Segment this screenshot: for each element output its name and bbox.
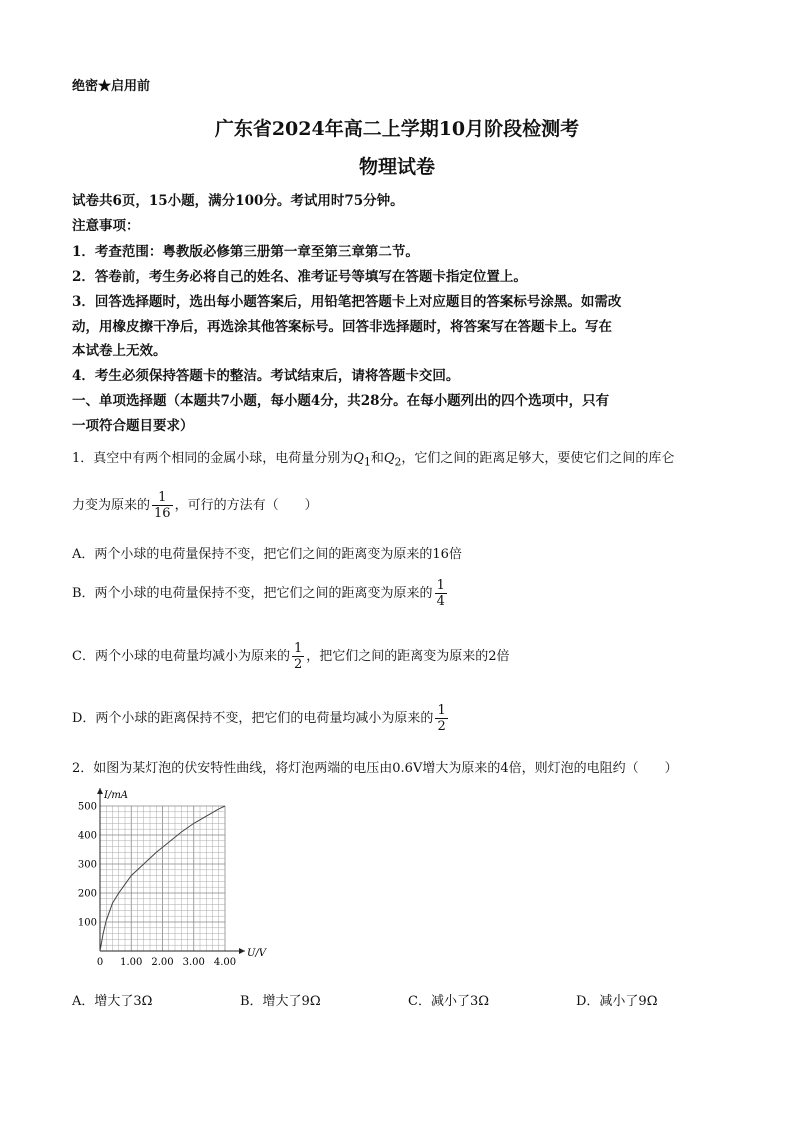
fraction: [435, 703, 447, 734]
fraction: [435, 578, 447, 609]
y-tick-label: 100: [77, 917, 97, 929]
q2-option-b: B．增大了9Ω: [240, 994, 321, 1009]
q2-option-c: C．减小了3Ω: [408, 994, 489, 1009]
option-text: B．两个小球的电荷量保持不变，把它们之间的距离变为原来的: [72, 586, 433, 601]
y-axis-label: I/mA: [104, 790, 129, 801]
q1-stem-part: ，它们之间的距离足够大，要使它们之间的库仑: [401, 451, 675, 466]
q1-subscript: 1: [363, 455, 371, 469]
q1-and: 和: [370, 451, 384, 466]
q2-option-a: A．增大了3Ω: [72, 994, 153, 1009]
x-tick-label: 0: [96, 957, 104, 968]
q1-stem-part: 力变为原来的: [72, 498, 151, 513]
exam-subtitle: 物理试卷: [358, 156, 435, 178]
q1-stem-line-1: [72, 447, 674, 469]
exam-summary: 试卷共6页，15小题，满分100分。考试用时75分钟。: [72, 193, 404, 209]
q1-stem-part: 1．真空中有两个相同的金属小球，电荷量分别为: [72, 451, 354, 466]
iv-curve-chart: [68, 786, 268, 976]
section-heading-line-1: 一、单项选择题（本题共7小题，每小题4分，共28分。在每小题列出的四个选项中，只有: [72, 393, 610, 409]
x-axis-arrow: [239, 948, 245, 954]
note-2: 2．答卷前，考生务必将自己的姓名、准考证号等填写在答题卡指定位置上。: [72, 269, 527, 285]
x-tick-label: 3.00: [182, 957, 205, 968]
q2-symbol: Q: [383, 451, 395, 466]
q1-option-d: [72, 703, 450, 734]
chart-axes: [97, 788, 245, 954]
notes-heading: 注意事项：: [72, 218, 140, 234]
option-text: D．两个小球的距离保持不变，把它们的电荷量均减小为原来的: [72, 711, 434, 726]
option-text: C．两个小球的电荷量均减小为原来的: [72, 649, 290, 664]
fraction-numerator: 1: [152, 490, 173, 506]
x-tick-label: 4.00: [213, 957, 237, 968]
fraction-denominator: 2: [437, 719, 446, 734]
chart-grid: [100, 806, 225, 951]
x-tick-label: 2.00: [151, 957, 174, 968]
q1-stem-part: ，可行的方法有（ ）: [174, 498, 318, 513]
fraction-denominator: 4: [436, 594, 445, 609]
y-tick-label: 300: [77, 859, 97, 871]
fraction-denominator: 16: [154, 506, 171, 521]
q1-stem-line-2: [72, 490, 318, 521]
exam-title: 广东省2024年高二上学期10月阶段检测考: [214, 118, 580, 140]
y-tick-label: 500: [77, 801, 97, 813]
fraction-numerator: 1: [436, 578, 445, 593]
note-1: 1．考查范围：粤教版必修第三册第一章至第三章第二节。: [72, 244, 419, 260]
y-tick-label: 400: [77, 830, 97, 842]
section-heading-line-2: 一项符合题目要求）: [72, 418, 194, 434]
option-text: ，把它们之间的距离变为原来的2倍: [306, 649, 510, 664]
q2-option-d: D．减小了9Ω: [576, 994, 658, 1009]
fraction-numerator: 1: [437, 703, 446, 718]
q1-option-a: A．两个小球的电荷量保持不变，把它们之间的距离变为原来的16倍: [72, 547, 462, 562]
note-3-line-3: 本试卷上无效。: [72, 343, 167, 359]
fraction: [292, 641, 304, 672]
fraction: [152, 490, 173, 521]
y-axis-arrow: [97, 788, 103, 794]
note-3-line-2: 动，用橡皮擦干净后，再选涂其他答案标号。回答非选择题时，将答案写在答题卡上。写在: [72, 319, 612, 335]
q2-stem: 2．如图为某灯泡的伏安特性曲线，将灯泡两端的电压由0.6V增大为原来的4倍，则灯泡的电阻约（ ）: [72, 761, 678, 776]
q1-option-b: [72, 578, 449, 609]
note-4: 4．考生必须保持答题卡的整洁。考试结束后，请将答题卡交回。: [72, 368, 460, 384]
note-3-line-1: 3．回答选择题时，选出每小题答案后，用铅笔把答题卡上对应题目的答案标号涂黑。如需改: [72, 294, 622, 310]
x-axis-label: U/V: [247, 948, 267, 959]
q1-option-c: [72, 641, 510, 672]
fraction-denominator: 2: [293, 657, 303, 672]
y-tick-label: 200: [77, 888, 97, 900]
x-tick-label: 1.00: [120, 957, 143, 968]
q2-subscript: 2: [394, 455, 402, 469]
confidential-label: 绝密★启用前: [72, 79, 151, 94]
fraction-numerator: 1: [293, 641, 303, 656]
q1-symbol: Q: [353, 451, 364, 466]
